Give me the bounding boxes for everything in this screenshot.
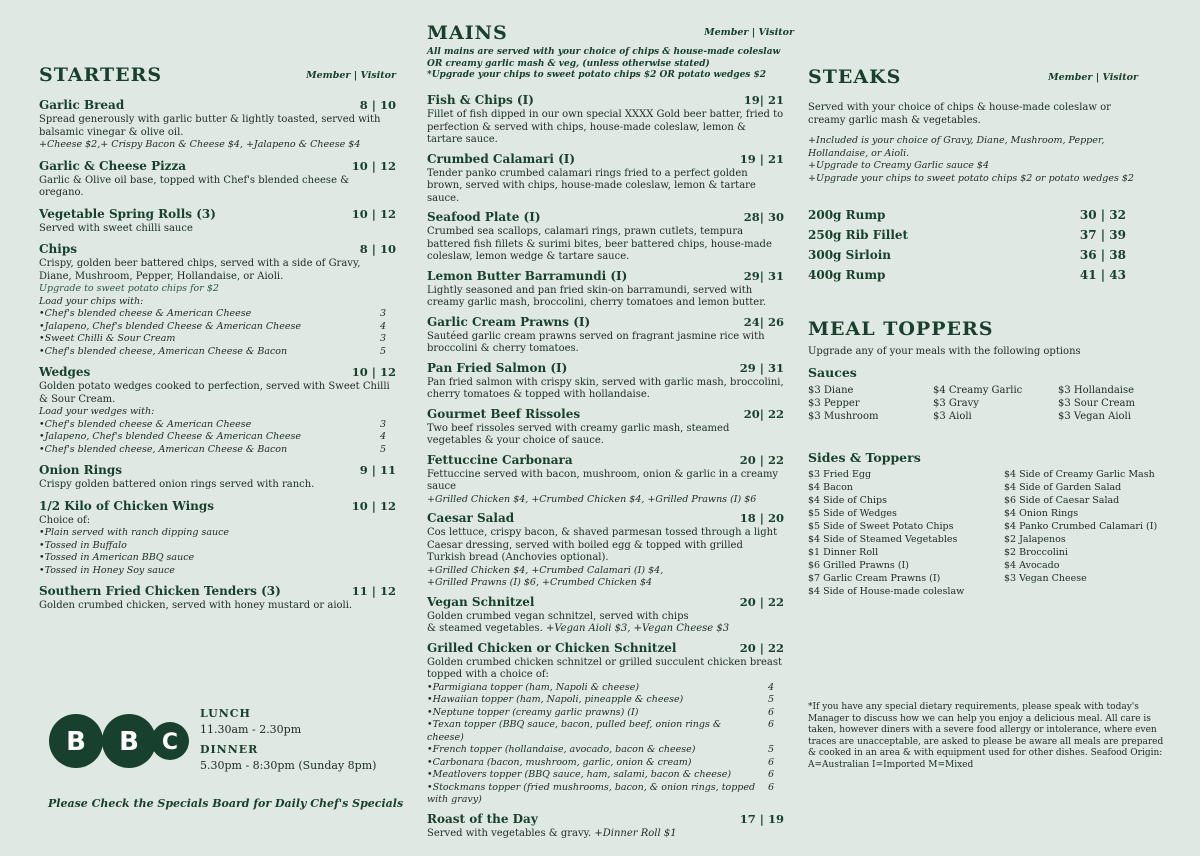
item-price: 19 | 21 (739, 151, 784, 166)
item-description (427, 828, 784, 841)
side-item: $2 Broccolini (1004, 547, 1068, 558)
mains-header (427, 22, 794, 46)
steak-price: 36 | 38 (1079, 248, 1126, 262)
mains-title: MAINS (427, 22, 508, 44)
sauce-item: $3 Sour Cream (1058, 398, 1135, 409)
load-label: Load your chips with: (39, 295, 144, 307)
item-price: 20| 22 (743, 406, 784, 421)
item-name: Garlic & Cheese Pizza (39, 158, 187, 173)
item-price: 11 | 12 (351, 584, 396, 598)
item-description: Crispy, golden beer battered chips, served with a side of Gravy, Diane, Mushroom, Pepper, Hollandaise, or Aioli. (39, 258, 361, 282)
logo-letter-b1: B (66, 727, 86, 757)
steak-note: +Upgrade to Creamy Garlic sauce $4 (808, 160, 990, 171)
choice-option: •Tossed in Buffalo (39, 539, 127, 551)
member-visitor-label: Member | Visitor (704, 27, 794, 38)
item-description: Sautéed garlic cream prawns served on fragrant jasmine rice with broccolini & cherry tomatoes. (427, 330, 765, 354)
steak-price: 30 | 32 (1079, 208, 1126, 222)
option-price: 6 (767, 756, 774, 768)
mains-intro-line: *Upgrade your chips to sweet potato chips $2 OR potato wedges $2 (427, 70, 767, 80)
item-extras: +Grilled Chicken $4, +Crumbed Chicken $4, +Grilled Prawns (I) $6 (427, 493, 757, 505)
steak-name: 200g Rump (808, 208, 886, 222)
steaks-notes (808, 135, 1153, 185)
item-price: 10 | 12 (351, 158, 396, 173)
side-item: $4 Side of Garden Salad (1004, 482, 1122, 493)
sauce-item: $3 Hollandaise (1058, 385, 1135, 396)
menu-item (427, 361, 784, 402)
item-extras: +Dinner Roll $1 (591, 827, 677, 839)
side-item: $4 Side of House-made coleslaw (808, 586, 965, 597)
menu-item (427, 315, 784, 356)
item-price: 10 | 12 (351, 498, 396, 513)
item-price: 24| 26 (743, 314, 784, 329)
item-name: Garlic Cream Prawns (I) (427, 314, 591, 329)
item-price: 19| 21 (743, 93, 784, 107)
allergy-note: *If you have any special dietary requirements, please speak with today's Manager to discuss how we can help you enjoy a delicious meal. All care is taken, however diners with a severe food allergy or intolerance, where even traces are unacceptable, are asked to please be aware all meals are prepared & cooked in an area & with equipment used for other dishes. Seafood Origin: A=Australian I=Imported M=Mixed (808, 702, 1164, 770)
menu-item (39, 159, 396, 200)
item-name: Fish & Chips (I) (427, 93, 534, 107)
sides-right-column (1004, 468, 1174, 598)
menu-item (427, 453, 784, 507)
choice-option: •Tossed in Honey Soy sauce (39, 564, 175, 576)
item-name: Seafood Plate (I) (427, 210, 541, 224)
dinner-label: DINNER (200, 743, 259, 756)
menu-item (427, 812, 784, 841)
menu-item (39, 463, 396, 492)
item-price: 9 | 11 (359, 463, 396, 477)
item-price: 8 | 10 (359, 98, 396, 112)
item-description: Golden crumbed vegan schnitzel, served with chips (427, 610, 689, 622)
steak-row (808, 208, 1126, 228)
option-row (39, 308, 396, 321)
menu-item (39, 584, 396, 613)
option-price: 3 (379, 308, 386, 319)
item-price: 29 | 31 (739, 360, 784, 375)
load-label: Load your wedges with: (39, 406, 155, 417)
item-extras: +Vegan Aioli $3, +Vegan Cheese $3 (542, 623, 730, 634)
option-row (39, 419, 396, 432)
opening-hours (200, 707, 400, 772)
option-text: •Texan topper (BBQ sauce, bacon, pulled beef, onion rings & cheese) (427, 719, 722, 743)
specials-note: Please Check the Specials Board for Daily Chef's Specials (48, 797, 404, 810)
option-price: 6 (767, 719, 774, 730)
logo-letter-c: C (161, 730, 179, 755)
option-text: •Parmigiana topper (ham, Napoli & cheese) (427, 681, 640, 693)
menu-item (427, 210, 784, 264)
member-visitor-label: Member | Visitor (1048, 72, 1138, 83)
item-name: Onion Rings (39, 463, 123, 477)
item-price: 8 | 10 (359, 242, 396, 256)
steak-price: 37 | 39 (1079, 228, 1126, 242)
steaks-description: Served with your choice of chips & house-made coleslaw or creamy garlic mash & vegetables. (808, 102, 1111, 126)
item-description: Pan fried salmon with crispy skin, served with garlic mash, broccolini, cherry tomatoes & topped with hollandaise. (427, 376, 784, 400)
sides-left-column (808, 468, 1004, 598)
option-price: 3 (379, 333, 386, 344)
item-description: Crispy golden battered onion rings served with ranch. (39, 479, 315, 490)
option-price: 5 (379, 443, 386, 455)
steaks-list (808, 208, 1126, 288)
menu-item (39, 499, 396, 578)
sauce-item: $3 Diane (808, 385, 854, 396)
menu-item (427, 511, 784, 590)
item-name: Pan Fried Salmon (I) (427, 360, 568, 375)
side-item: $3 Fried Egg (808, 469, 872, 480)
item-name: 1/2 Kilo of Chicken Wings (39, 498, 215, 513)
dinner-hours: 5.30pm - 8:30pm (Sunday 8pm) (200, 759, 377, 772)
sauces-grid (808, 384, 1168, 423)
logo-letter-b2: B (119, 727, 139, 757)
sauce-item: $3 Gravy (933, 398, 979, 409)
option-price: 4 (379, 431, 386, 442)
menu-item (427, 152, 784, 206)
steak-price: 41 | 43 (1079, 268, 1126, 282)
steak-row (808, 268, 1126, 288)
option-text: •Jalapeno, Chef's blended Cheese & American Cheese (39, 431, 302, 442)
option-text: •Hawaiian topper (ham, Napoli, pineapple & cheese) (427, 694, 684, 705)
item-name: Gourmet Beef Rissoles (427, 406, 581, 421)
option-row (427, 707, 784, 720)
lunch-hours: 11.30am - 2.30pm (200, 723, 302, 736)
item-description: Cos lettuce, crispy bacon, & shaved parmesan tossed through a light Caesar dressing, served with boiled egg & topped with grilled Turkish bread (Anchovies optional). (427, 527, 778, 563)
side-item: $6 Grilled Prawns (I) (808, 560, 909, 571)
mains-list (427, 93, 784, 845)
option-text: •French topper (hollandaise, avocado, bacon & cheese) (427, 744, 696, 755)
option-price: 5 (767, 694, 774, 705)
item-name: Vegan Schnitzel (427, 594, 535, 609)
option-price: 5 (379, 345, 386, 357)
option-text: •Chef's blended cheese & American Cheese (39, 418, 252, 430)
item-description: Golden crumbed chicken schnitzel or grilled succulent chicken breast topped with a choice of: (427, 656, 783, 680)
item-price: 20 | 22 (739, 640, 784, 655)
item-upgrade: Upgrade to sweet potato chips for $2 (39, 283, 219, 294)
item-description: Spread generously with garlic butter & lightly toasted, served with balsamic vinegar & olive oil. (39, 114, 381, 138)
option-text: •Chef's blended cheese, American Cheese & Bacon (39, 443, 288, 455)
option-price: 4 (379, 320, 386, 332)
option-price: 6 (767, 706, 774, 718)
item-extras: +Grilled Prawns (I) $6, +Crumbed Chicken $4 (427, 577, 653, 588)
option-row (427, 769, 784, 782)
item-name: Vegetable Spring Rolls (3) (39, 206, 216, 221)
steaks-header (808, 66, 1138, 90)
side-item: $4 Onion Rings (1004, 508, 1079, 519)
item-name: Lemon Butter Barramundi (I) (427, 268, 628, 283)
steak-row (808, 228, 1126, 248)
item-description-cont: & steamed vegetables. (427, 623, 543, 634)
item-name: Fettuccine Carbonara (427, 452, 573, 467)
side-item: $4 Side of Chips (808, 495, 888, 506)
side-item: $4 Bacon (808, 482, 853, 493)
menu-item (427, 93, 784, 147)
side-item: $7 Garlic Cream Prawns (I) (808, 573, 941, 584)
menu-item (39, 365, 396, 456)
side-item: $4 Panko Crumbed Calamari (I) (1004, 521, 1158, 532)
mains-intro (427, 47, 797, 82)
menu-item (39, 98, 396, 152)
item-description: Lightly seasoned and pan fried skin-on barramundi, served with creamy garlic mash, broccolini, cherry tomatoes and lemon butter. (427, 284, 767, 308)
item-price: 10 | 12 (351, 206, 396, 221)
item-description: Golden potato wedges cooked to perfection, served with Sweet Chilli & Sour Cream. (39, 381, 390, 405)
item-name: Caesar Salad (427, 511, 515, 525)
steak-name: 400g Rump (808, 268, 886, 282)
side-item: $4 Avocado (1004, 560, 1060, 571)
option-row (427, 682, 784, 695)
sauce-item: $3 Vegan Aioli (1058, 411, 1131, 422)
item-name: Garlic Bread (39, 98, 125, 112)
option-row (427, 757, 784, 770)
side-item: $4 Side of Steamed Vegetables (808, 534, 958, 545)
menu-item (39, 242, 396, 358)
member-visitor-label: Member | Visitor (306, 70, 396, 81)
item-description: Fettuccine served with bacon, mushroom, onion & garlic in a creamy sauce (427, 468, 779, 492)
sides-toppers-title: Sides & Toppers (808, 450, 921, 465)
option-text: •Neptune topper (creamy garlic prawns) (I) (427, 706, 639, 718)
item-name: Grilled Chicken or Chicken Schnitzel (427, 640, 677, 655)
option-row (39, 431, 396, 444)
side-item: $5 Side of Wedges (808, 508, 897, 519)
item-description: Crumbed sea scallops, calamari rings, prawn cutlets, tempura battered fish fillets & surimi bites, beer battered chips, house-made coleslaw, lemon wedge & tartare sauce. (427, 226, 772, 262)
mains-intro-line: All mains are served with your choice of chips & house-made coleslaw (427, 47, 781, 57)
side-item: $4 Side of Creamy Garlic Mash (1004, 469, 1155, 480)
side-item: $2 Jalapenos (1004, 534, 1066, 545)
item-extras: +Grilled Chicken $4, +Crumbed Calamari (I) $4, (427, 564, 664, 576)
item-description-text: Served with vegetables & gravy. (427, 827, 592, 839)
menu-item (427, 269, 784, 310)
item-description: Served with sweet chilli sauce (39, 222, 193, 234)
item-name: Roast of the Day (427, 811, 538, 826)
option-price: 4 (767, 681, 774, 693)
starters-title: STARTERS (39, 64, 163, 86)
lunch-label: LUNCH (200, 707, 251, 720)
option-text: •Meatlovers topper (BBQ sauce, ham, salami, bacon & cheese) (427, 769, 732, 780)
item-price: 28| 30 (743, 210, 784, 224)
sauces-title: Sauces (808, 365, 857, 380)
item-name: Southern Fried Chicken Tenders (3) (39, 584, 281, 598)
logo (48, 712, 190, 770)
steaks-title: STEAKS (808, 66, 902, 88)
option-row (39, 444, 396, 457)
item-description-line (427, 623, 784, 636)
starters-header (39, 64, 396, 88)
sides-grid (808, 468, 1174, 598)
steak-name: 250g Rib Fillet (808, 228, 909, 242)
item-description: Tender panko crumbed calamari rings fried to a perfect golden brown, served with chips, house-made coleslaw, lemon & tartare sauce. (427, 167, 756, 204)
meal-toppers-title: MEAL TOPPERS (808, 318, 994, 340)
item-name: Chips (39, 242, 77, 256)
menu-item (427, 407, 784, 448)
item-description: Golden crumbed chicken, served with honey mustard or aioli. (39, 600, 353, 611)
option-row (39, 321, 396, 334)
option-price: 6 (767, 781, 774, 793)
sauce-item: $3 Aioli (933, 411, 972, 422)
item-description: Two beef rissoles served with creamy garlic mash, steamed vegetables & your choice of sauce. (427, 422, 730, 446)
option-row (427, 694, 784, 707)
option-row (39, 333, 396, 346)
choice-option: •Tossed in American BBQ sauce (39, 552, 195, 563)
item-price: 18 | 20 (739, 511, 784, 525)
steak-row (808, 248, 1126, 268)
item-description: Fillet of fish dipped in our own special XXXX Gold beer batter, fried to perfection & served with chips, house-made coleslaw, lemon & tartare sauce. (427, 109, 784, 145)
option-text: •Stockmans topper (fried mushrooms, bacon, & onion rings, topped with gravy) (427, 781, 756, 805)
option-price: 3 (379, 418, 386, 430)
option-price: 5 (767, 744, 774, 755)
steak-note: +Included is your choice of Gravy, Diane, Mushroom, Pepper, Hollandaise, or Aioli. (808, 135, 1105, 159)
option-row (39, 346, 396, 359)
side-item: $1 Dinner Roll (808, 547, 879, 558)
sauce-item: $4 Creamy Garlic (933, 385, 1023, 396)
item-price: 20 | 22 (739, 452, 784, 467)
sauce-item: $3 Pepper (808, 398, 860, 409)
bbc-logo-graphic (48, 712, 190, 770)
option-row (427, 782, 784, 807)
choice-option: •Plain served with ranch dipping sauce (39, 527, 230, 538)
item-name: Crumbed Calamari (I) (427, 151, 576, 166)
option-text: •Sweet Chilli & Sour Cream (39, 333, 176, 344)
option-text: •Chef's blended cheese, American Cheese & Bacon (39, 345, 288, 357)
item-price: 20 | 22 (739, 594, 784, 609)
sauce-item: $3 Mushroom (808, 411, 879, 422)
side-item: $5 Side of Sweet Potato Chips (808, 521, 954, 532)
option-price: 6 (767, 769, 774, 780)
item-description: Choice of: (39, 514, 91, 526)
steak-name: 300g Sirloin (808, 248, 892, 262)
option-text: •Jalapeno, Chef's blended Cheese & American Cheese (39, 320, 302, 332)
item-price: 17 | 19 (739, 811, 784, 826)
side-item: $6 Side of Caesar Salad (1004, 495, 1120, 506)
item-price: 10 | 12 (351, 365, 396, 379)
meal-toppers-description: Upgrade any of your meals with the following options (808, 346, 1081, 357)
item-name: Wedges (39, 365, 91, 379)
steak-note: +Upgrade your chips to sweet potato chips $2 or potato wedges $2 (808, 172, 1134, 184)
option-row (427, 719, 784, 744)
option-text: •Carbonara (bacon, mushroom, garlic, onion & cream) (427, 756, 692, 768)
mains-intro-line: OR creamy garlic mash & veg, (unless otherwise stated) (427, 58, 710, 69)
starters-list (39, 98, 396, 620)
item-extras: +Cheese $2,+ Crispy Bacon & Cheese $4, +Jalapeno & Cheese $4 (39, 139, 361, 150)
option-text: •Chef's blended cheese & American Cheese (39, 308, 252, 319)
item-description: Garlic & Olive oil base, topped with Chef's blended cheese & oregano. (39, 174, 350, 198)
option-row (427, 744, 784, 757)
item-price: 29| 31 (743, 268, 784, 283)
side-item: $3 Vegan Cheese (1004, 573, 1087, 584)
menu-item (427, 595, 784, 636)
menu-item (427, 641, 784, 807)
menu-item (39, 207, 396, 236)
